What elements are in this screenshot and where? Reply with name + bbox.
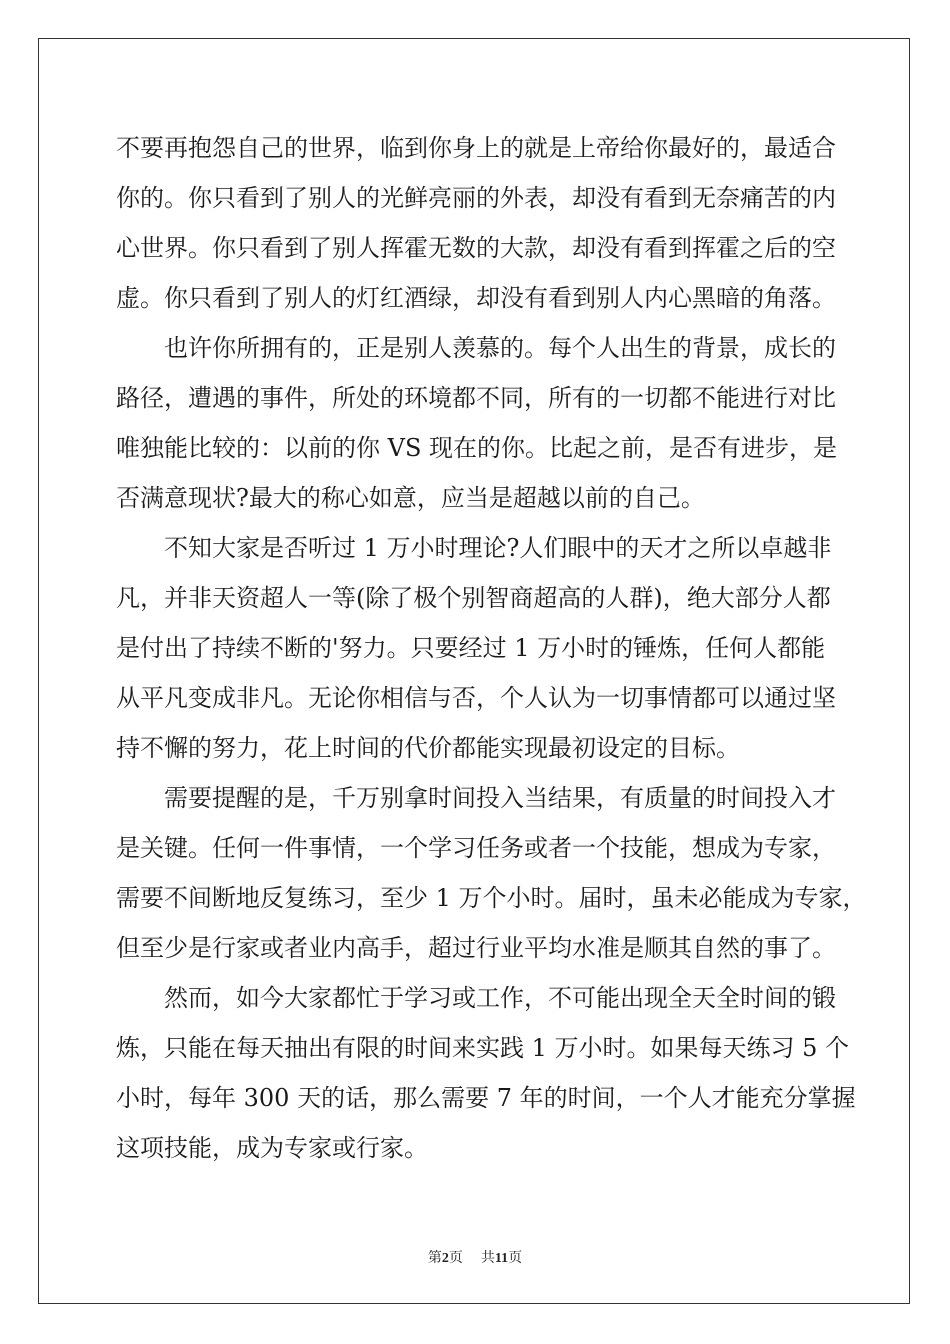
page-suffix: 页 <box>448 1251 463 1266</box>
paragraph-line: 但至少是行家或者业内高手，超过行业平均水准是顺其自然的事了。 <box>116 934 836 962</box>
total-page-count: 11 <box>494 1251 509 1266</box>
total-prefix: 共 <box>480 1251 495 1266</box>
paragraph-line: 需要提醒的是，千万别拿时间投入当结果，有质量的时间投入才 <box>164 784 836 812</box>
paragraph-line: 凡，并非天资超人一等(除了极个别智商超高的人群)，绝大部分人都 <box>116 584 831 612</box>
paragraph-line: 也许你所拥有的，正是别人羡慕的。每个人出生的背景，成长的 <box>164 334 836 362</box>
paragraph-line: 是关键。任何一件事情，一个学习任务或者一个技能，想成为专家， <box>116 834 836 862</box>
paragraph-line: 小时，每年 300 天的话，那么需要 7 年的时间，一个人才能充分掌握 <box>116 1084 856 1112</box>
page-prefix: 第 <box>427 1251 442 1266</box>
total-suffix: 页 <box>508 1251 523 1266</box>
paragraph-line: 从平凡变成非凡。无论你相信与否，个人认为一切事情都可以通过坚 <box>116 684 836 712</box>
paragraph-line: 虚。你只看到了别人的灯红酒绿，却没有看到别人内心黑暗的角落。 <box>116 284 836 312</box>
paragraph-line: 唯独能比较的：以前的你 VS 现在的你。比起之前，是否有进步，是 <box>116 434 838 462</box>
page-border <box>38 38 910 1304</box>
paragraph-line: 心世界。你只看到了别人挥霍无数的大款，却没有看到挥霍之后的空 <box>116 234 836 262</box>
paragraph-line: 这项技能，成为专家或行家。 <box>116 1134 428 1162</box>
paragraph-line: 路径，遭遇的事件，所处的环境都不同，所有的一切都不能进行对比 <box>116 384 836 412</box>
paragraph-line: 然而，如今大家都忙于学习或工作，不可能出现全天全时间的锻 <box>164 984 836 1012</box>
paragraph-line: 不要再抱怨自己的世界，临到你身上的就是上帝给你最好的，最适合 <box>116 134 836 162</box>
paragraph-line: 持不懈的努力，花上时间的代价都能实现最初设定的目标。 <box>116 734 740 762</box>
page-footer <box>0 1250 950 1268</box>
paragraph-line: 需要不间断地反复练习，至少 1 万个小时。届时，虽未必能成为专家， <box>116 884 867 912</box>
paragraph-line: 不知大家是否听过 1 万小时理论?人们眼中的天才之所以卓越非 <box>164 534 832 562</box>
paragraph-line: 是付出了持续不断的'努力。只要经过 1 万小时的锤炼，任何人都能 <box>116 634 826 662</box>
current-page-number: 2 <box>441 1251 449 1266</box>
paragraph-line: 炼，只能在每天抽出有限的时间来实践 1 万小时。如果每天练习 5 个 <box>116 1034 850 1062</box>
paragraph-line: 你的。你只看到了别人的光鲜亮丽的外表，却没有看到无奈痛苦的内 <box>116 184 836 212</box>
paragraph-line: 否满意现状?最大的称心如意，应当是超越以前的自己。 <box>116 484 705 512</box>
